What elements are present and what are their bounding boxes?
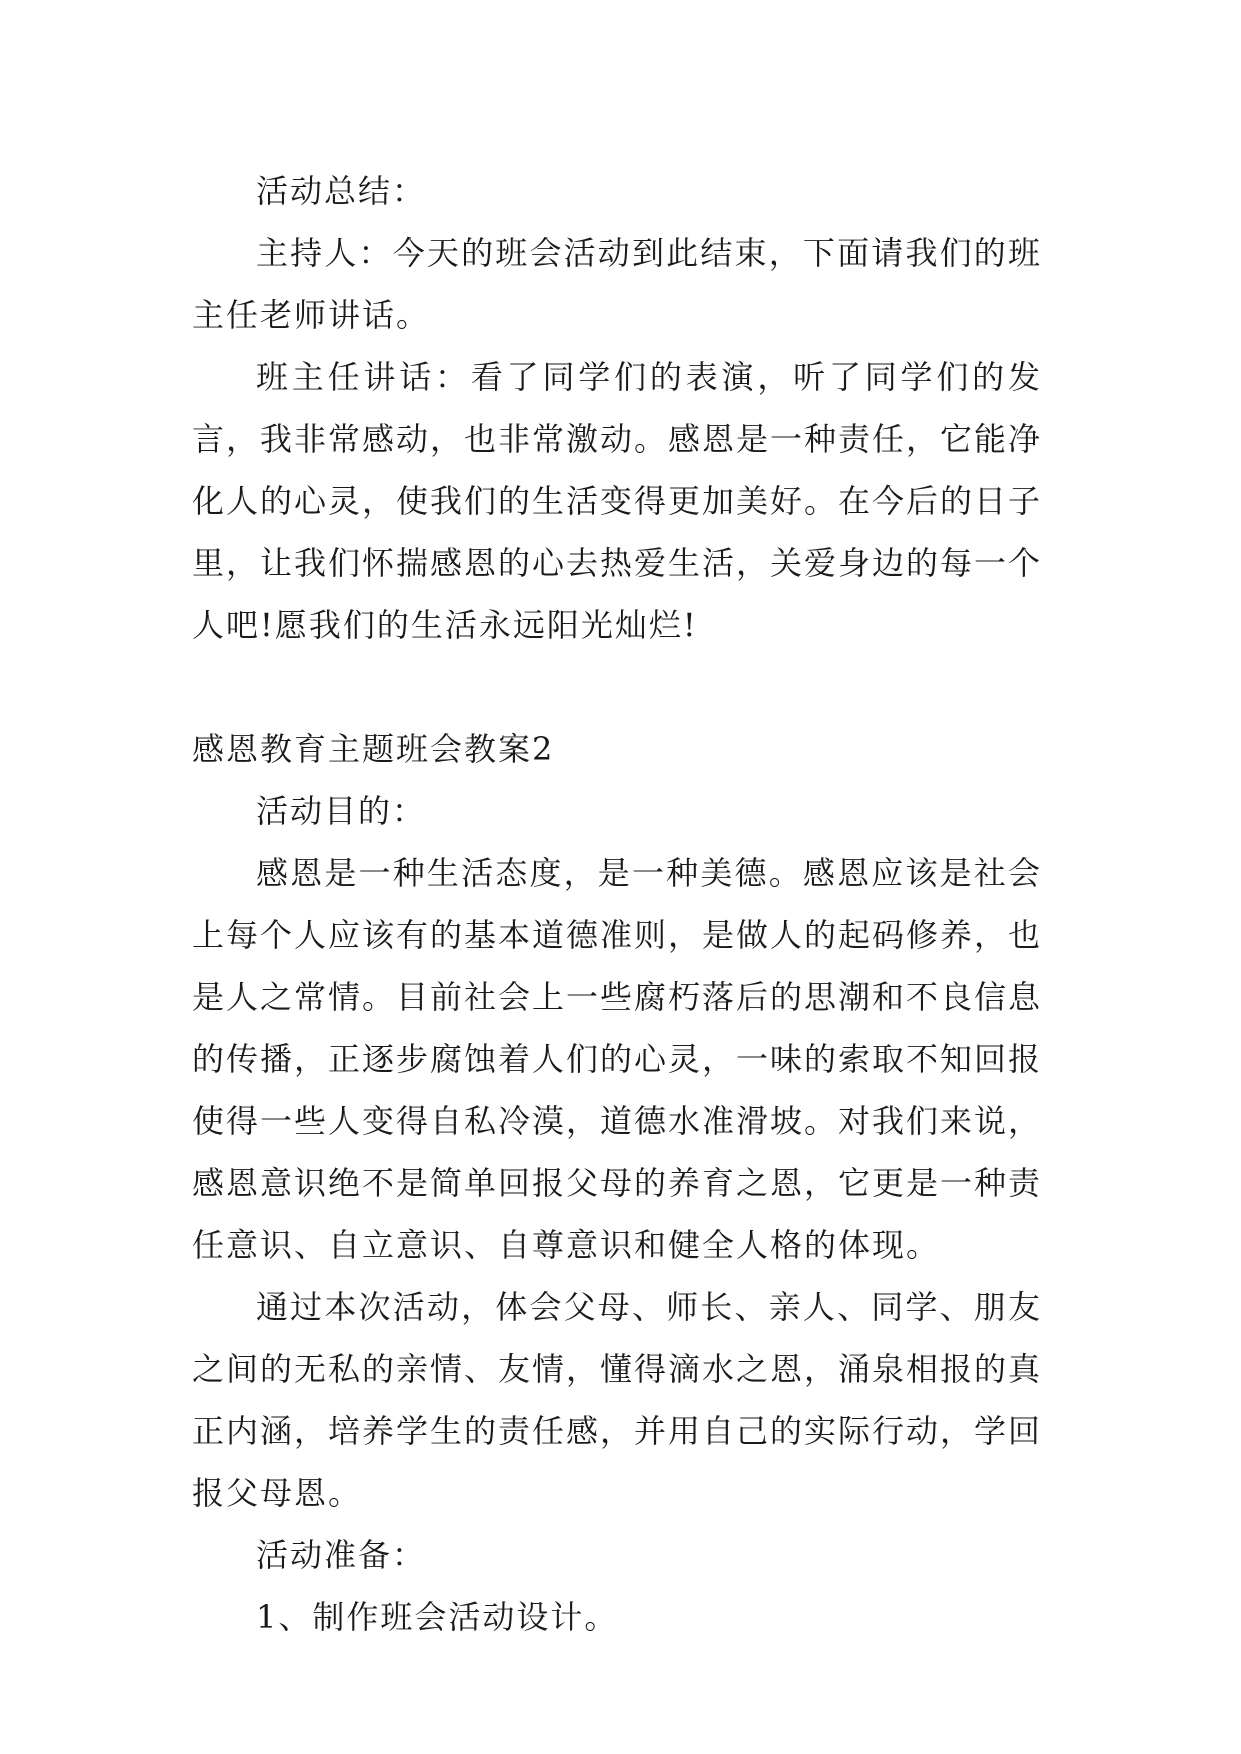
activity-prep-label: 活动准备： [256,1536,427,1574]
section-gap [192,656,1042,718]
section-title: 感恩教育主题班会教案2 [192,730,555,768]
teacher-speech: 班主任讲话：看了同学们的表演，听了同学们的发言，我非常感动，也非常激动。感恩是一种责任，它能净化人的心灵，使我们的生活变得更加美好。在今后的日子里，让我们怀揣感恩的心去热爱生活，关爱身边的每一个人吧!愿我们的生活永远阳光灿烂! [192,358,1043,644]
document-body [192,160,1042,1648]
activity-goal-paragraph-2: 通过本次活动，体会父母、师长、亲人、同学、朋友之间的无私的亲情、友情，懂得滴水之恩，涌泉相报的真正内涵，培养学生的责任感，并用自己的实际行动，学回报父母恩。 [192,1288,1043,1512]
activity-summary-label: 活动总结： [256,172,427,210]
activity-goal-label: 活动目的： [256,792,427,830]
activity-prep-item-1: 1、制作班会活动设计。 [256,1598,619,1636]
host-speech: 主持人：今天的班会活动到此结束，下面请我们的班主任老师讲话。 [192,234,1042,334]
activity-goal-paragraph-1: 感恩是一种生活态度，是一种美德。感恩应该是社会上每个人应该有的基本道德准则，是做人的起码修养，也是人之常情。目前社会上一些腐朽落后的思潮和不良信息的传播，正逐步腐蚀着人们的心灵，一味的索取不知回报使得一些人变得自私冷漠，道德水准滑坡。对我们来说，感恩意识绝不是简单回报父母的养育之恩，它更是一种责任意识、自立意识、自尊意识和健全人格的体现。 [192,854,1043,1264]
